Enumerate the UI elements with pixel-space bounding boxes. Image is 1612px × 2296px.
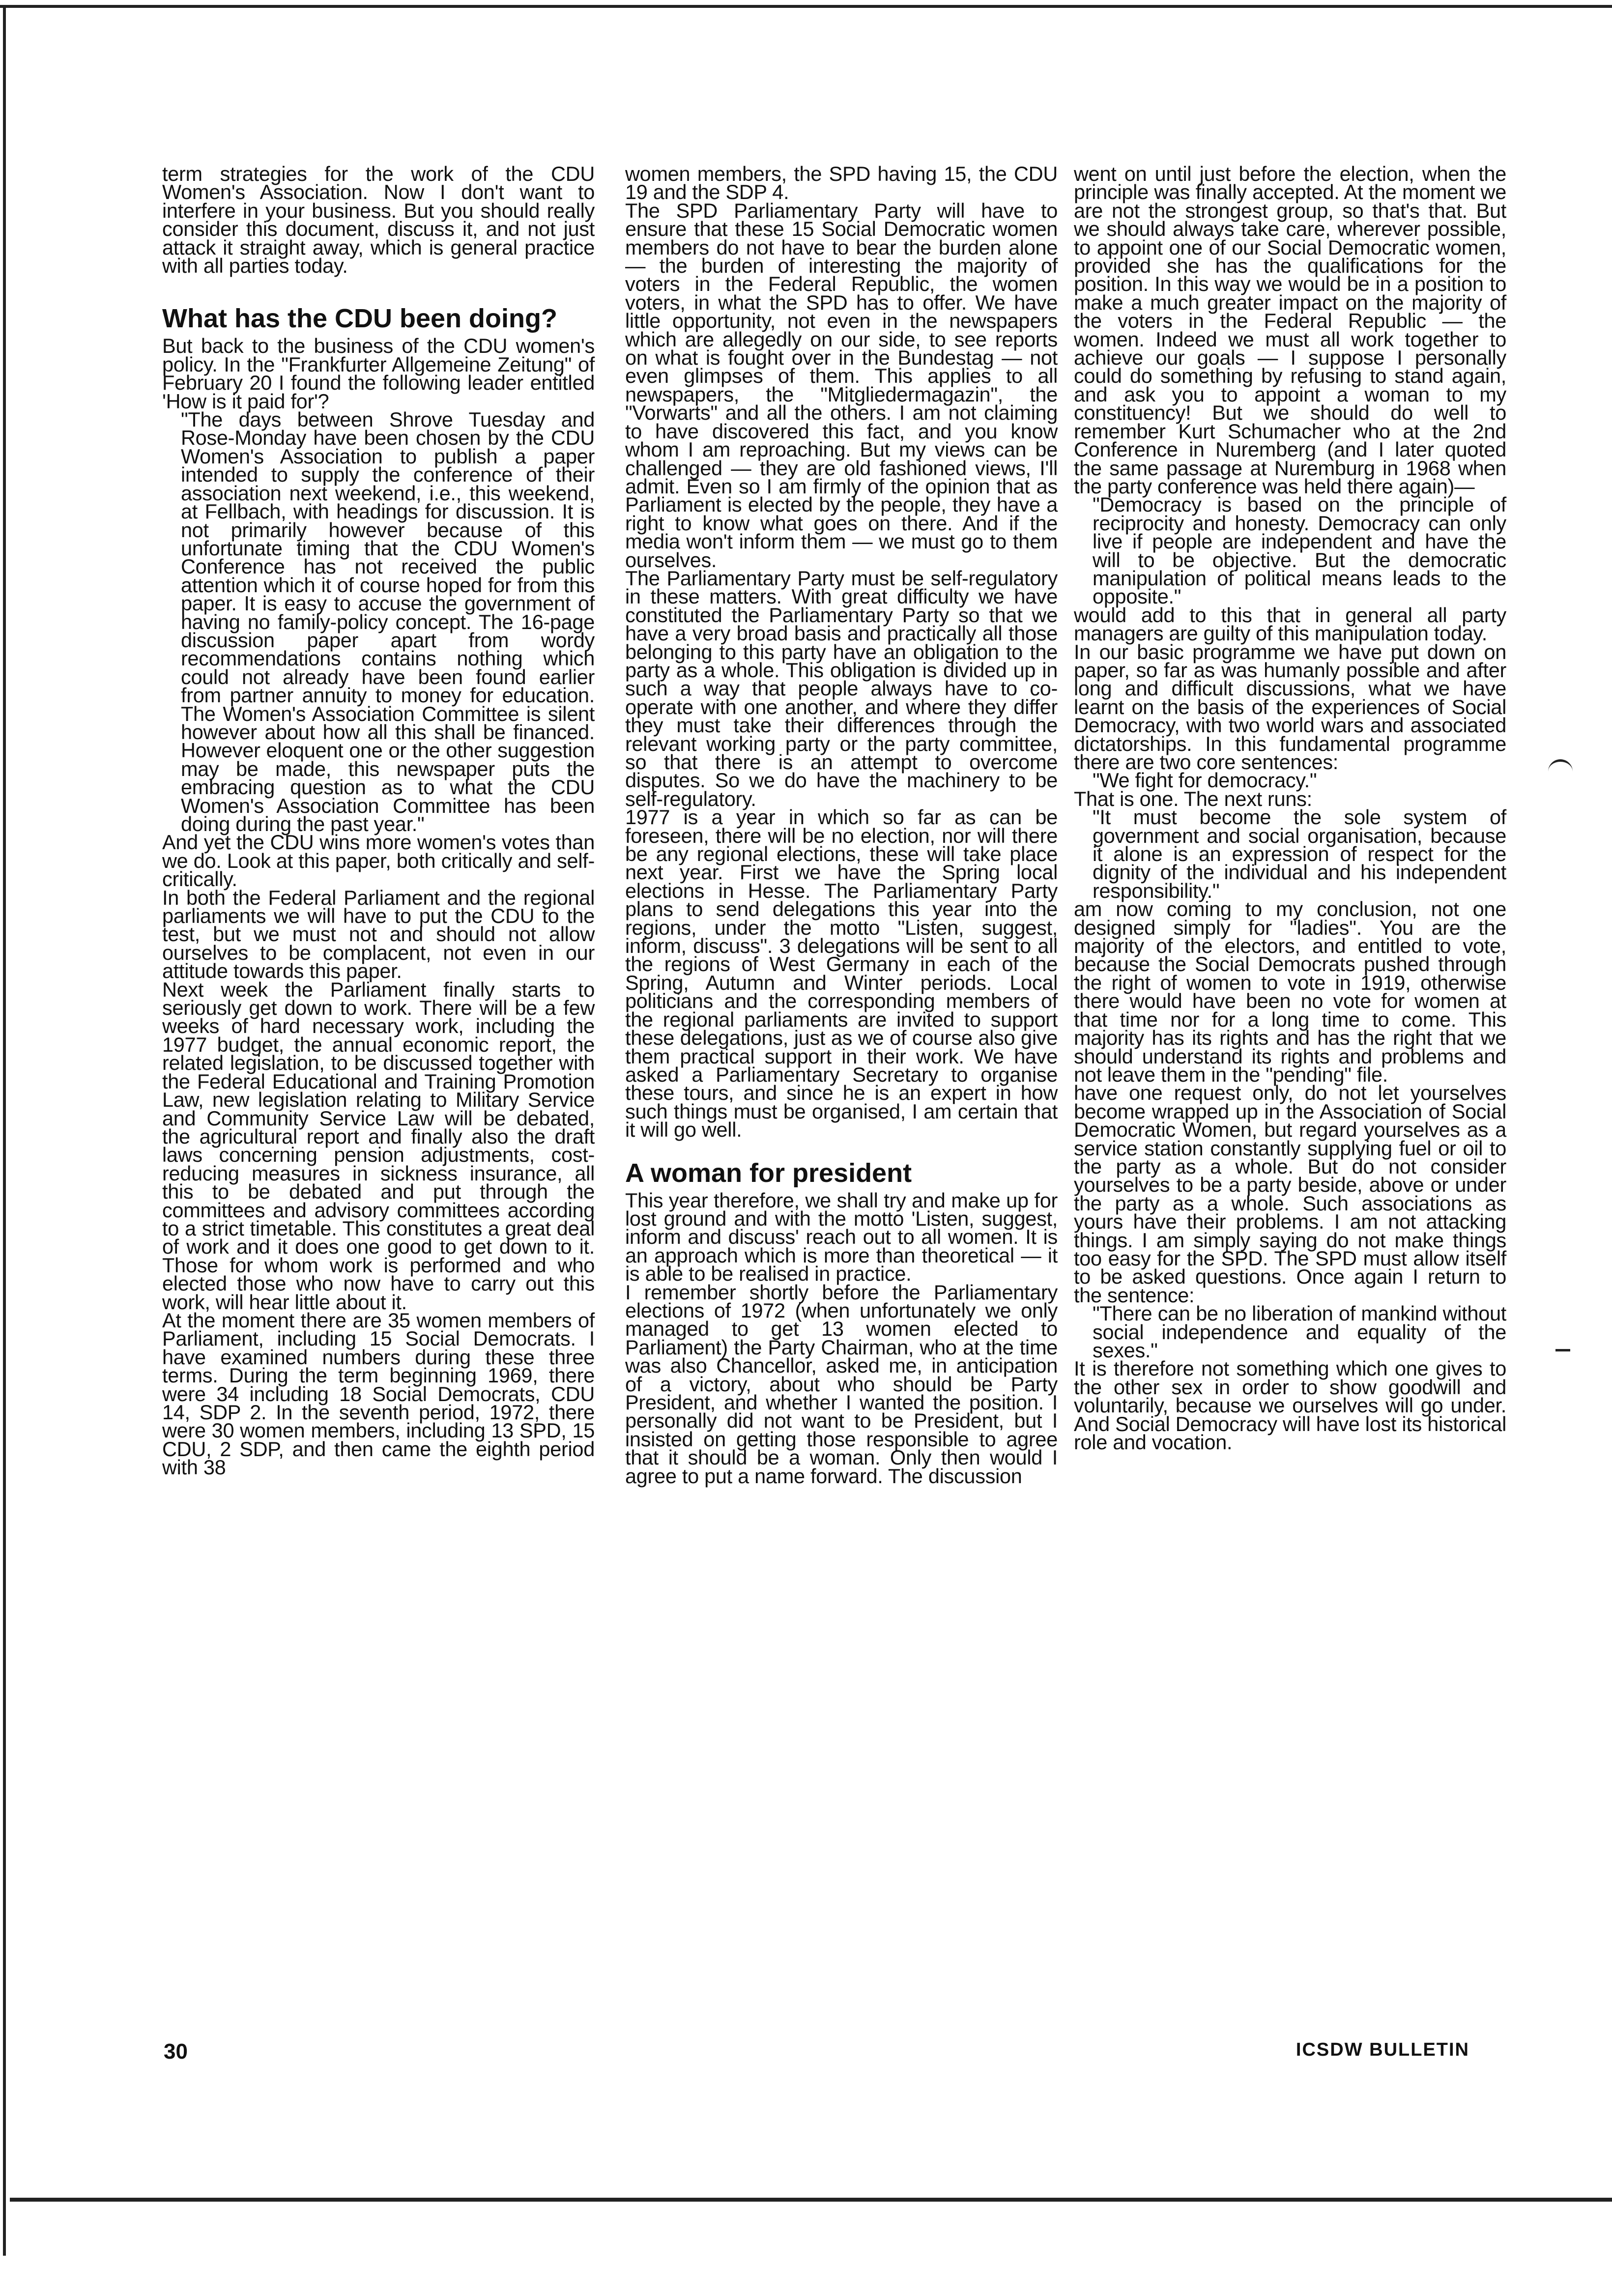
block-quote: "Democracy is based on the principle of reciprocity and honesty. Democracy can only live if people are independent and have the will to be objective. But the democratic manipulation of political means leads to the opposite." (1093, 493, 1506, 608)
text-column-3 (1074, 162, 1506, 1454)
paragraph: This year therefore, we shall try and make up for lost ground and with the motto 'Listen, suggest, inform and discuss' reach out to all women. It is an approach which is more than theoretical — it is able to be realised in practice. (625, 1188, 1058, 1286)
paragraph: That is one. The next runs: (1074, 787, 1312, 810)
text-column-1 (162, 162, 595, 1479)
paragraph: But back to the business of the CDU women's policy. In the "Frankfurter Allgemeine Zeitung" of February 20 I found the following leader entitled 'How is it paid for'? (162, 334, 595, 413)
paragraph: At the moment there are 35 women members of Parliament, including 15 Social Democrats. I have examined numbers during these three terms. During the term beginning 1969, there were 34 including 18 Social Democrats, CDU 14, SDP 2. In the seventh period, 1972, there were 30 women members, including 13 SPD, 15 CDU, 2 SDP, and then came the eighth period with 38 (162, 1308, 595, 1479)
text-column-2 (625, 162, 1058, 1488)
publication-title: ICSDW BULLETIN (1295, 2039, 1469, 2060)
section-heading-president: A woman for president (625, 1158, 912, 1188)
paragraph: And yet the CDU wins more women's votes than we do. Look at this paper, both critically and self-critically. (162, 831, 595, 891)
paragraph: women members, the SPD having 15, the CDU 19 and the SDP 4. (625, 162, 1058, 204)
block-quote: "The days between Shrove Tuesday and Rose-Monday have been chosen by the CDU Women's Association to publish a paper intended to supply the conference of their association next weekend, i.e., this weekend, at Fellbach, with headings for discussion. It is not primarily however because of this unfortunate timing that the CDU Women's Conference has not received the public attention which it of course hoped for from this paper. It is easy to accuse the government of having no family-policy concept. The 16-page discussion paper apart from wordy recommendations contains nothing which could not already have been found earlier from partner annuity to money for education. The Women's Association Committee is silent however about how all this shall be financed. However eloquent one or the other suggestion may be made, this newspaper puts the embracing question as to what the CDU Women's Association Committee has been doing during the past year." (181, 408, 595, 835)
paragraph: Next week the Parliament finally starts to seriously get down to work. There will be a few weeks of hard necessary work, including the 1977 budget, the annual economic report, the related legislation, to be discussed together with the Federal Educational and Training Promotion Law, new legislation relating to Military Service and Community Service Law will be debated, the agricultural report and finally also the draft laws concerning pension adjustments, cost-reducing measures in sickness insurance, all this to be debated and put through the committees and advisory committees according to a strict timetable. This constitutes a great deal of work and it does one good to get down to it. Those for whom work is performed and who elected those who now have to carry out this work, will hear little about it. (162, 977, 595, 1314)
paragraph: In our basic programme we have put down on paper, so far as was humanly possible and after long and difficult discussions, what we have learnt on the basis of the experiences of Social Democracy, with two world wars and associated dictatorships. In this fundamental programme there are two core sentences: (1074, 640, 1506, 774)
section-heading-cdu: What has the CDU been doing? (162, 304, 557, 334)
paragraph: The SPD Parliamentary Party will have to ensure that these 15 Social Democratic women members do not have to bear the burden alone — the burden of interesting the majority of voters in the Federal Republic, the women voters, in what the SPD has to offer. We have little opportunity, not even in the newspapers which are allegedly on our side, to see reports on what is fought over in the Bundestag — not even glimpses of them. This applies to all newspapers, the "Mitgliedermagazin", the "Vorwarts" and all the others. I am not claiming to have discovered this fact, and you know whom I am reproaching. But my views can be challenged — they are old fashioned views, I'll admit. Even so I am firmly of the opinion that as Parliament is elected by the people, they have a right to know what goes on there. And if the media won't inform them — we must go to them ourselves. (625, 199, 1058, 572)
paragraph: I remember shortly before the Parliamentary elections of 1972 (when unfortunately we only managed to get 13 women elected to Parliament) the Party Chairman, who at the time was also Chancellor, asked me, in anticipation of a victory, about who should be Party President, and whether I wanted the position. I personally did not want to be President, but I insisted on getting those responsible to agree that it should be a woman. Only then would I agree to put a name forward. The discussion (625, 1280, 1058, 1488)
paragraph: 1977 is a year in which so far as can be foreseen, there will be no election, nor will there be any regional elections, these will take place next year. First we have the Spring local elections in Hesse. The Parliamentary Party plans to send delegations this year into the regions, under the motto "Listen, suggest, inform, discuss". 3 delegations will be sent to all the regions of West Germany in each of the Spring, Autumn and Winter periods. Local politicians and the corresponding members of the regional parliaments are invited to support these delegations, just as we of course also give them practical support in their work. We have asked a Parliamentary Secretary to organise these tours, and since he is an expert in how such things must be organised, I am certain that it will go well. (625, 805, 1058, 1142)
paragraph: went on until just before the election, when the principle was finally accepted. At the moment we are not the strongest group, so that's that. But we should always take care, wherever possible, to appoint one of our Social Democratic women, provided she has the qualifications for the position. In this way we would be in a position to make a much greater impact on the majority of the voters in the Federal Republic — the women. Indeed we must all work together to achieve our goals — I suppose I personally could do something by refusing to stand again, and ask you to appoint a woman to my constituency! But we should do well to remember Kurt Schumacher who at the 2nd Conference in Nuremberg (and I later quoted the same passage at Nuremburg in 1968 when the party conference was held there again)— (1074, 162, 1506, 498)
page-border-left (3, 5, 6, 2256)
block-quote: "There can be no liberation of mankind without social independence and equality of the sexes." (1093, 1302, 1506, 1362)
paragraph: would add to this that in general all party managers are guilty of this manipulation today. (1074, 603, 1506, 645)
paragraph: am now coming to my conclusion, not one designed simply for "ladies". You are the majority of the electors, and entitled to vote, because the Social Democrats pushed through the right of women to vote in 1919, otherwise there would have been no vote for women at that time nor for a long time to come. This majority has its rights and has the right that we should understand its rights and problems and not leave them in the "pending" file. (1074, 897, 1506, 1086)
paragraph: In both the Federal Parliament and the regional parliaments we will have to put the CDU to the test, but we must not and should not allow ourselves to be complacent, not even in our attitude towards this paper. (162, 886, 595, 983)
block-quote: "It must become the sole system of government and social organisation, because it alone is an expression of respect for the dignity of the individual and his independent responsibility." (1093, 805, 1506, 902)
page-border-top (0, 5, 1612, 8)
paragraph: It is therefore not something which one gives to the other sex in order to show goodwill and voluntarily, because we ourselves will go under. And Social Democracy will have lost its historical role and vocation. (1074, 1357, 1506, 1454)
page-number: 30 (164, 2039, 188, 2064)
paragraph: The Parliamentary Party must be self-regulatory in these matters. With great difficulty we have constituted the Parliamentary Party so that we have a very broad basis and practically all those belonging to this party have an obligation to the party as a whole. This obligation is divided up in such a way that people always have to co-operate with one another, and where they differ they must take their differences through the relevant working party or the party committee, so that there is an attempt to overcome disputes. So we do have the machinery to be self-regulatory. (625, 566, 1058, 810)
paragraph: have one request only, do not let yourselves become wrapped up in the Association of Social Democratic Women, but regard yourselves as a service station constantly supplying fuel or oil to the party as a whole. But do not consider yourselves to be a party beside, above or under the party as a whole. Such associations as yours have their problems. I am not attacking things. I am simply saying do not make things too easy for the SPD. The SPD must allow itself to be asked questions. Once again I return to the sentence: (1074, 1081, 1506, 1307)
page-border-bottom (10, 2198, 1612, 2202)
block-quote: "We fight for democracy." (1093, 769, 1317, 792)
margin-mark (1555, 1349, 1570, 1366)
paragraph: term strategies for the work of the CDU Women's Association. Now I don't want to interfere in your business. But you should really consider this document, discuss it, and not just attack it straight away, which is general practice with all parties today. (162, 162, 595, 278)
margin-mark (1548, 759, 1573, 776)
